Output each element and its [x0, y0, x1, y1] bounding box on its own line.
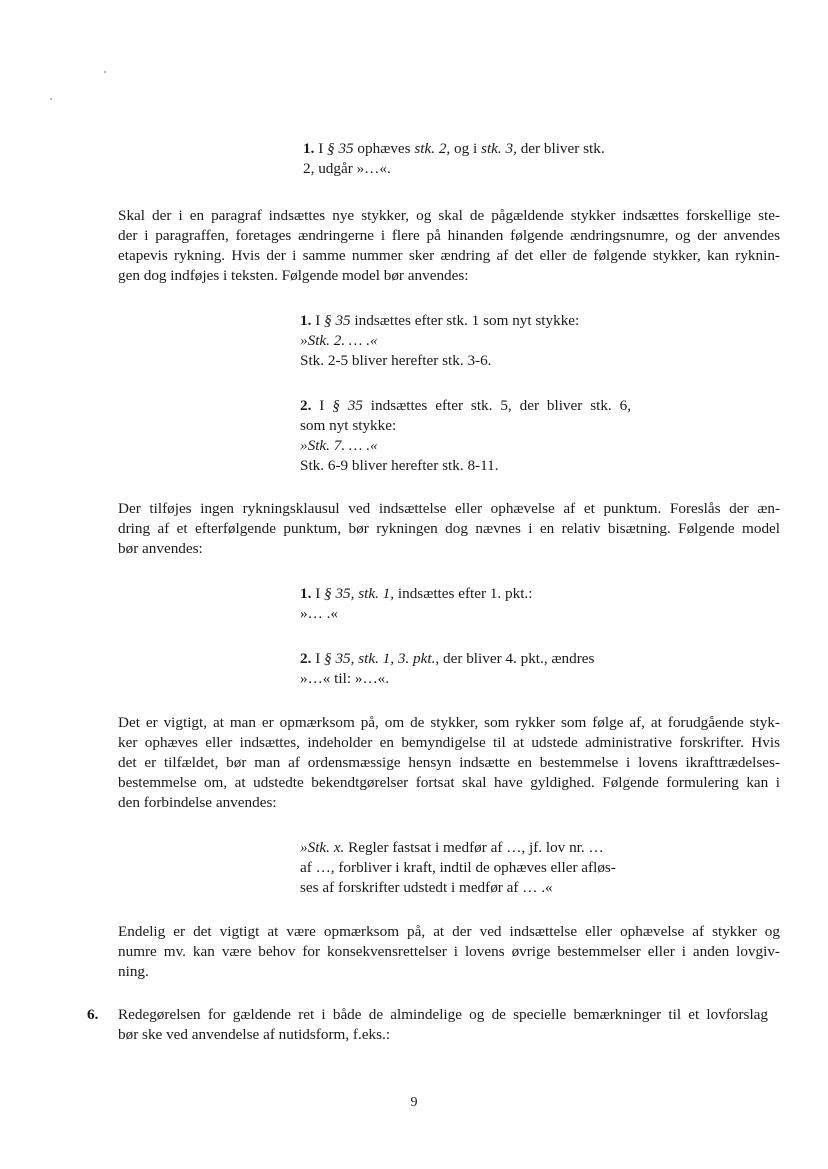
text-fragment: der bliver stk. [520, 140, 605, 157]
text-fragment: og i [454, 140, 478, 157]
paragraph-line: der i paragraffen, foretages ændringerne i flere på hinanden følgende ændringsnumre, og der anvendes [118, 227, 780, 244]
text-fragment: I [315, 312, 321, 329]
text-fragment: indsættes efter 1. pkt.: [397, 585, 533, 602]
text-fragment: Regler fastsat i medfør af …, jf. lov nr. … [348, 839, 604, 856]
example-line: ses af forskrifter udstedt i medfør af … .« [300, 879, 553, 896]
example-line: »Stk. 2. … .« [300, 332, 378, 349]
example-line: Stk. 6-9 bliver herefter stk. 8-11. [300, 457, 499, 474]
text-fragment: I [319, 397, 325, 414]
paragraph-reference: § 35, stk. 1, 3. pkt., [324, 650, 440, 667]
example-line: som nyt stykke: [300, 417, 397, 434]
paragraph-line: Endelig er det vigtigt at være opmærksom på, at der ved indsættelse eller ophævelse af stykker og [118, 923, 780, 940]
example-line: »Stk. 7. … .« [300, 437, 378, 454]
text-fragment: indsættes efter stk. 1 som nyt stykke: [354, 312, 580, 329]
paragraph-reference: § 35 [332, 397, 363, 414]
text-fragment: ophæves [357, 140, 411, 157]
example-line [300, 311, 579, 331]
text-fragment: I [315, 650, 321, 667]
subsection-reference: stk. 2, [414, 140, 451, 157]
paragraph-line: det er tilfældet, bør man af ordensmæssige hensyn indsætte en bestemmelse i lovens ikrafttrædelses- [118, 754, 780, 771]
example-line [300, 584, 532, 604]
subsection-reference: stk. 3, [481, 140, 517, 157]
example-line [300, 649, 594, 669]
example-line: Stk. 2-5 bliver herefter stk. 3-6. [300, 352, 492, 369]
text-fragment: I [315, 585, 321, 602]
example-line: 2, udgår »…«. [303, 160, 391, 177]
item-number: 6. [87, 1006, 99, 1023]
amendment-number: 1. [300, 585, 312, 602]
paragraph-line: bestemmelse om, at udstedte bekendtgørelser fortsat skal have gyldighed. Følgende formulering kan i [118, 774, 780, 791]
amendment-number: 2. [300, 650, 312, 667]
paragraph-line: Der tilføjes ingen rykningsklausul ved indsættelse eller ophævelse af et punktum. Foreslås der æn- [118, 500, 780, 517]
item-line: Redegørelsen for gældende ret i både de almindelige og de specielle bemærkninger til et lovforslag [118, 1006, 768, 1023]
paragraph-reference: § 35, stk. 1, [324, 585, 395, 602]
paragraph-line: ker ophæves eller indsættes, indeholder en bemyndigelse til at udstede administrative forskrifter. Hvis [118, 734, 780, 751]
page-number: 9 [410, 1095, 418, 1110]
text-fragment: der bliver 4. pkt., ændres [443, 650, 595, 667]
scan-speck [50, 98, 52, 100]
amendment-number: 2. [300, 397, 312, 414]
paragraph-line: bør anvendes: [118, 540, 203, 557]
example-line: af …, forbliver i kraft, indtil de ophæves eller afløs- [300, 859, 616, 876]
paragraph-reference: § 35 [327, 140, 354, 157]
amendment-number: 1. [300, 312, 312, 329]
example-line [300, 838, 604, 858]
example-line: »…« til: »…«. [300, 670, 390, 687]
text-fragment: I [318, 140, 324, 157]
text-fragment: indsættes efter stk. 5, der bliver stk. 6, [370, 397, 632, 414]
paragraph-line: den forbindelse anvendes: [118, 794, 277, 811]
scan-speck [104, 71, 106, 73]
paragraph-line: Skal der i en paragraf indsættes nye stykker, og skal de pågældende stykker indsættes forskellige ste- [118, 207, 780, 224]
example-line [303, 139, 605, 159]
paragraph-line: numre mv. kan være behov for konsekvensrettelser i lovens øvrige bestemmelser eller i anden lovgiv- [118, 943, 780, 960]
paragraph-line: ning. [118, 963, 149, 980]
subsection-reference: »Stk. x. [300, 839, 345, 856]
paragraph-line: etapevis rykning. Hvis der i samme nummer sker ændring af det eller de følgende stykker, kan ryknin- [118, 247, 780, 264]
amendment-number: 1. [303, 140, 315, 157]
item-line: bør ske ved anvendelse af nutidsform, f.eks.: [118, 1026, 391, 1043]
paragraph-reference: § 35 [324, 312, 351, 329]
paragraph-line: Det er vigtigt, at man er opmærksom på, om de stykker, som rykker som følge af, at forudgående styk- [118, 714, 780, 731]
paragraph-line: gen dog indføjes i teksten. Følgende model bør anvendes: [118, 267, 469, 284]
example-line: »… .« [300, 605, 338, 622]
example-line [300, 396, 631, 416]
paragraph-line: dring af et efterfølgende punktum, bør rykningen dog nævnes i en relativ bisætning. Følgende model [118, 520, 780, 537]
